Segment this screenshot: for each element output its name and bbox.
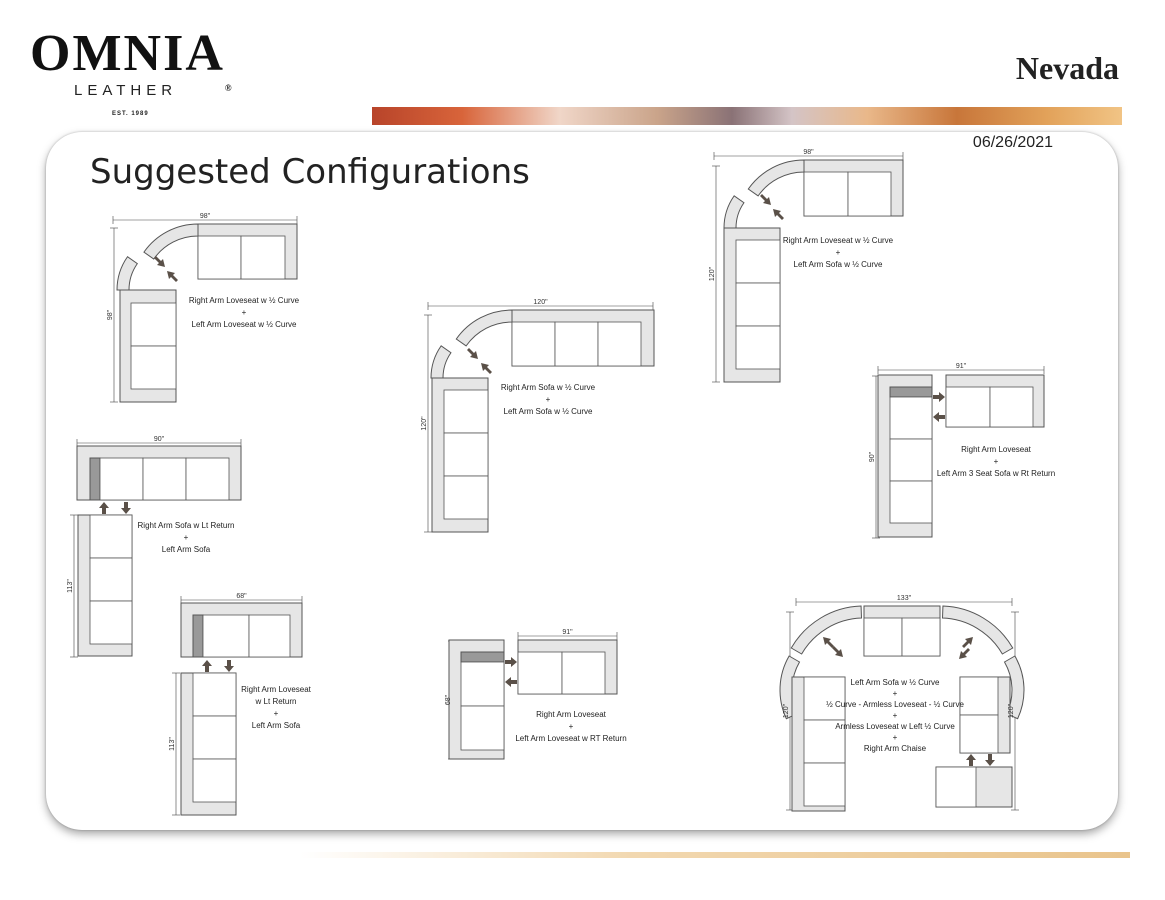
connector-arrow-icon bbox=[154, 256, 165, 267]
connector-arrow-icon bbox=[167, 271, 178, 282]
half-curve-section bbox=[791, 606, 861, 654]
connector-arrow-icon bbox=[959, 648, 970, 659]
dimension-label: 120" bbox=[533, 299, 548, 306]
seat-cushion bbox=[193, 716, 236, 759]
connector-arrow-icon bbox=[481, 363, 492, 374]
seat-cushion bbox=[143, 458, 186, 500]
seat-cushion bbox=[562, 652, 605, 694]
config-label-line: + bbox=[273, 709, 279, 718]
seat-cushion bbox=[890, 439, 932, 481]
config-label-line: Right Arm Loveseat w ½ Curve bbox=[782, 236, 894, 245]
seat-cushion bbox=[203, 615, 249, 657]
connector-arrow-icon bbox=[933, 392, 945, 402]
dimension-label: 68" bbox=[445, 694, 452, 706]
seat-cushion bbox=[804, 172, 848, 216]
dimension-label: 90" bbox=[153, 436, 165, 443]
config-label-line: w Lt Return bbox=[255, 697, 297, 706]
seat-cushion bbox=[90, 558, 132, 601]
connector-arrow-icon bbox=[832, 646, 843, 657]
connector-arrow-icon bbox=[99, 502, 109, 514]
document-date: 06/26/2021 bbox=[972, 134, 1053, 151]
seat-cushion bbox=[198, 236, 241, 279]
half-curve-section bbox=[456, 310, 512, 346]
page-title: Suggested Configurations bbox=[90, 152, 530, 192]
config-label-line: + bbox=[892, 733, 898, 742]
seat-cushion bbox=[512, 322, 555, 366]
seat-cushion bbox=[518, 652, 562, 694]
half-curve-section bbox=[117, 257, 137, 290]
half-curve-section bbox=[943, 606, 1013, 654]
dimension-label: 113" bbox=[67, 579, 74, 593]
seat-cushion bbox=[990, 387, 1033, 427]
dimension-label: 120" bbox=[783, 703, 790, 719]
seat-cushion bbox=[960, 677, 998, 715]
logo-subtitle: LEATHER bbox=[74, 82, 178, 99]
dimension-label: 133" bbox=[896, 595, 912, 602]
connector-arrow-icon bbox=[985, 754, 995, 766]
config-label-line: Right Arm Chaise bbox=[863, 744, 927, 753]
seat-cushion bbox=[193, 759, 236, 802]
return-arm bbox=[890, 387, 932, 397]
config-label-line: + bbox=[892, 711, 898, 720]
seat-cushion bbox=[249, 615, 290, 657]
seat-cushion bbox=[444, 476, 488, 519]
collection-name: Nevada bbox=[1015, 50, 1119, 86]
config-label-line: Left Arm Loveseat w RT Return bbox=[515, 734, 627, 743]
connector-arrow-icon bbox=[823, 637, 834, 648]
connector-arrow-icon bbox=[505, 657, 517, 667]
config-label-line: + bbox=[993, 457, 999, 466]
dimension-label: 98" bbox=[199, 213, 211, 220]
config-label-line: Right Arm Sofa w Lt Return bbox=[137, 521, 235, 530]
dimension-label: 120" bbox=[1008, 703, 1015, 719]
dimension-label: 98" bbox=[803, 149, 814, 156]
seat-cushion bbox=[90, 515, 132, 558]
config-label-line: + bbox=[183, 533, 189, 542]
seat-cushion bbox=[461, 662, 504, 706]
connector-arrow-icon bbox=[224, 660, 234, 672]
logo-wordmark: OMNIA® bbox=[30, 25, 234, 93]
half-curve-section bbox=[748, 160, 804, 196]
config-label-line: Right Arm Loveseat w ½ Curve bbox=[188, 296, 300, 305]
dimension-label: 120" bbox=[421, 416, 428, 431]
seat-cushion bbox=[131, 303, 176, 346]
seat-cushion bbox=[890, 481, 932, 523]
dimension-label: 68" bbox=[236, 593, 247, 600]
seat-cushion bbox=[193, 673, 236, 716]
seat-cushion bbox=[100, 458, 143, 500]
connector-arrow-icon bbox=[962, 637, 973, 648]
config-label-line: Left Arm Sofa bbox=[161, 545, 211, 554]
seat-cushion bbox=[461, 706, 504, 750]
seat-cushion bbox=[186, 458, 229, 500]
seat-cushion bbox=[736, 326, 780, 369]
half-curve-section bbox=[144, 224, 198, 259]
dimension-label: 120" bbox=[709, 266, 716, 282]
logo-established: EST. 1989 bbox=[112, 111, 149, 117]
connector-arrow-icon bbox=[933, 412, 945, 422]
config-label-line: + bbox=[568, 722, 574, 731]
half-curve-section bbox=[431, 346, 451, 378]
connector-arrow-icon bbox=[467, 348, 478, 359]
config-label-line: ½ Curve - Armless Loveseat - ½ Curve bbox=[826, 700, 964, 709]
dimension-label: 91" bbox=[562, 629, 573, 636]
seat-cushion bbox=[241, 236, 285, 279]
connector-arrow-icon bbox=[121, 502, 131, 514]
seat-cushion bbox=[90, 601, 132, 644]
seat-cushion bbox=[444, 390, 488, 433]
seat-cushion bbox=[804, 677, 845, 720]
connector-arrow-icon bbox=[202, 660, 212, 672]
config-label-line: Left Arm 3 Seat Sofa w Rt Return bbox=[936, 469, 1056, 478]
dimension-label: 113" bbox=[169, 737, 176, 751]
config-label-line: Left Arm Loveseat w ½ Curve bbox=[191, 320, 297, 329]
seat-cushion bbox=[598, 322, 641, 366]
seat-cushion bbox=[444, 433, 488, 476]
config-label-line: + bbox=[545, 395, 551, 404]
connector-arrow-icon bbox=[760, 194, 771, 205]
seat-cushion bbox=[736, 240, 780, 283]
seat-cushion bbox=[131, 346, 176, 389]
seat-cushion bbox=[946, 387, 990, 427]
connector-arrow-icon bbox=[773, 209, 784, 220]
dimension-label: 90" bbox=[869, 451, 876, 463]
seat-cushion bbox=[902, 618, 940, 656]
config-label-line: Left Arm Sofa w ½ Curve bbox=[503, 407, 593, 416]
return-arm bbox=[90, 458, 100, 500]
config-label-line: Left Arm Sofa bbox=[251, 721, 301, 730]
half-curve-section bbox=[724, 196, 744, 228]
return-arm bbox=[461, 652, 504, 662]
config-label-line: Armless Loveseat w Left ½ Curve bbox=[835, 722, 955, 731]
seat-cushion bbox=[936, 767, 976, 807]
return-arm bbox=[193, 615, 203, 657]
config-label-line: Right Arm Loveseat bbox=[241, 685, 311, 694]
config-label-line: + bbox=[241, 308, 247, 317]
config-label-line: Right Arm Loveseat bbox=[961, 445, 1031, 454]
connector-arrow-icon bbox=[505, 677, 517, 687]
config-label-line: + bbox=[892, 689, 898, 698]
config-label-line: + bbox=[835, 248, 841, 257]
seat-cushion bbox=[864, 618, 902, 656]
seat-cushion bbox=[736, 283, 780, 326]
dimension-label: 98" bbox=[107, 309, 114, 321]
seat-cushion bbox=[804, 763, 845, 806]
connector-arrow-icon bbox=[966, 754, 976, 766]
config-label-line: Right Arm Loveseat bbox=[536, 710, 606, 719]
seat-cushion bbox=[848, 172, 891, 216]
seat-cushion bbox=[960, 715, 998, 753]
config-label-line: Left Arm Sofa w ½ Curve bbox=[850, 678, 940, 687]
config-label-line: Right Arm Sofa w ½ Curve bbox=[500, 383, 596, 392]
config-label-line: Left Arm Sofa w ½ Curve bbox=[793, 260, 883, 269]
dimension-label: 91" bbox=[955, 363, 967, 370]
seat-cushion bbox=[890, 397, 932, 439]
seat-cushion bbox=[555, 322, 598, 366]
